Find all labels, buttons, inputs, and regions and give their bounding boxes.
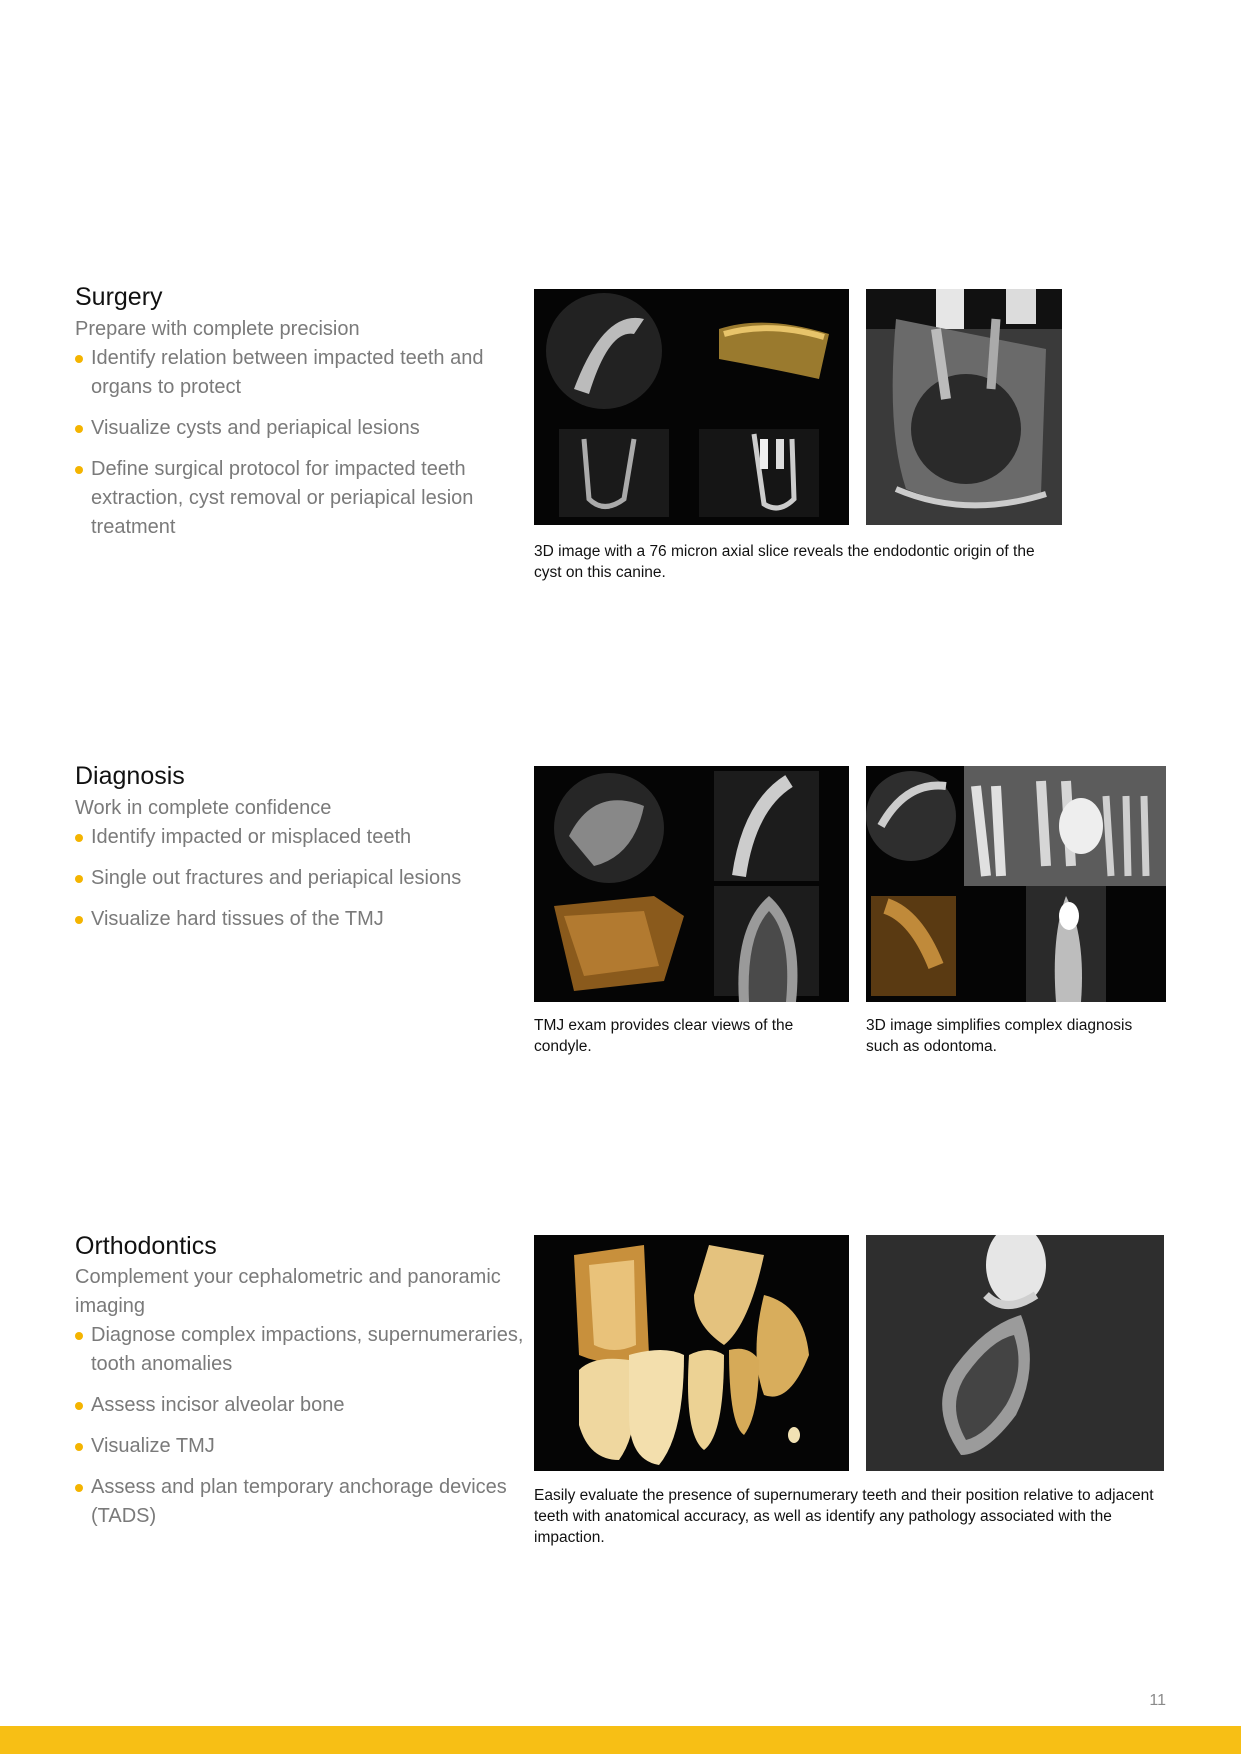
list-item: Assess and plan temporary anchorage devices (TADS)	[75, 1473, 525, 1531]
orthodontics-title: Orthodontics	[75, 1232, 217, 1260]
list-item: Visualize hard tissues of the TMJ	[75, 905, 525, 934]
list-item: Single out fractures and periapical lesions	[75, 864, 525, 893]
surgery-multiview-ct-image	[534, 289, 849, 525]
bullet-icon	[75, 1484, 83, 1492]
list-item: Define surgical protocol for impacted teeth extraction, cyst removal or periapical lesion treatment	[75, 455, 525, 542]
surgery-bullet-list	[75, 344, 525, 554]
orthodontics-impaction-slice-image	[866, 1235, 1164, 1471]
page-number: 11	[1149, 1692, 1166, 1709]
list-item: Assess incisor alveolar bone	[75, 1391, 525, 1420]
orthodontics-caption: Easily evaluate the presence of supernumerary teeth and their position relative to adjacent teeth with anatomical accuracy, as well as identify any pathology associated with the impaction.	[534, 1487, 1154, 1546]
surgery-subtitle: Prepare with complete precision	[75, 318, 360, 340]
list-item: Visualize TMJ	[75, 1432, 525, 1461]
diagnosis-subtitle: Work in complete confidence	[75, 797, 332, 819]
surgery-title: Surgery	[75, 283, 163, 311]
bullet-icon	[75, 1443, 83, 1451]
bullet-icon	[75, 1402, 83, 1410]
diagnosis-bullet-list	[75, 823, 525, 946]
footer-accent-bar	[0, 1726, 1241, 1754]
list-item: Identify impacted or misplaced teeth	[75, 823, 525, 852]
bullet-icon	[75, 916, 83, 924]
orthodontics-subtitle: Complement your cephalometric and panoramic imaging	[75, 1266, 501, 1317]
bullet-icon	[75, 466, 83, 474]
bullet-icon	[75, 834, 83, 842]
list-item: Diagnose complex impactions, supernumeraries, tooth anomalies	[75, 1321, 525, 1379]
diagnosis-title: Diagnosis	[75, 762, 185, 790]
diagnosis-tmj-exam-image	[534, 766, 849, 1002]
diagnosis-caption-left: TMJ exam provides clear views of the condyle.	[534, 1017, 794, 1055]
diagnosis-caption-right: 3D image simplifies complex diagnosis such as odontoma.	[866, 1017, 1133, 1055]
bullet-icon	[75, 425, 83, 433]
list-item: Visualize cysts and periapical lesions	[75, 414, 525, 443]
bullet-icon	[75, 875, 83, 883]
surgery-caption: 3D image with a 76 micron axial slice reveals the endodontic origin of the cyst on this canine.	[534, 543, 1035, 581]
list-item: Identify relation between impacted teeth and organs to protect	[75, 344, 525, 402]
bullet-icon	[75, 355, 83, 363]
bullet-icon	[75, 1332, 83, 1340]
diagnosis-odontoma-image	[866, 766, 1166, 1002]
surgery-cyst-slice-image	[866, 289, 1062, 525]
orthodontics-3d-teeth-image	[534, 1235, 849, 1471]
orthodontics-bullet-list	[75, 1321, 525, 1543]
